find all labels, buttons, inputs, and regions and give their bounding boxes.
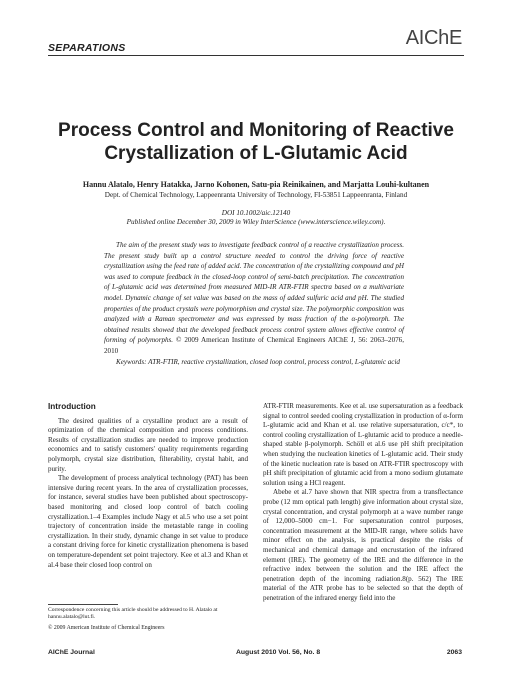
paragraph: The desired qualities of a crystalline product are a result of optimization of the chemical composition and process conditions. Results of crystallization studies are needed to improve production economics and to satisfy customers' quality requirements regarding polymorph, crystal size distribution, filterability, crystal habit, and purity.	[48, 416, 248, 473]
footer-issue: August 2010 Vol. 56, No. 8	[236, 649, 321, 656]
affiliation: Dept. of Chemical Technology, Lappeenranta University of Technology, FI-53851 Lappeenranta, Finland	[104, 191, 408, 199]
journal-logo: AIChE	[405, 27, 462, 49]
footnote-rule	[48, 604, 118, 605]
correspondence-footnote: Correspondence concerning this article should be addressed to H. Alatalo at hannu.alatalo@lut.fi.	[48, 607, 218, 620]
article-title	[48, 119, 464, 165]
page-number: 2063	[446, 649, 462, 656]
left-column	[48, 402, 248, 570]
header-rule	[48, 55, 464, 56]
abstract-copyright: © 2009 American Institute of Chemical Engineers AIChE J, 56: 2063–2076, 2010	[104, 336, 405, 355]
paragraph: ATR-FTIR measurements. Kee et al. use supersaturation as a feedback signal to control seeded cooling crystallization in production of α-form L-glutamic acid and Khan et al. use relative supersaturation, c/c*, to control cooling crystallization of L-glutamic acid to produce a needle-shaped stable β-polymorph. Schöll et al.6 use pH shift precipitation when studying the nucleation kinetics of L-glutamic acid. Their study of the kinetic nucleation rate is based on ATR-FTIR spectroscopy with pH shift precipitation of glutamic acid from a mono sodium glutamate solution using a HCl reagent.	[263, 402, 463, 487]
footer-journal: AIChE Journal	[48, 649, 95, 656]
publication-info: Published online December 30, 2009 in Wiley InterScience (www.interscience.wiley.com).	[126, 218, 386, 226]
abstract	[104, 240, 404, 367]
doi: DOI 10.1002/aic.12140	[221, 209, 291, 217]
keywords: Keywords: ATR-FTIR, reactive crystallization, closed loop control, process control, L-glutamic acid	[116, 357, 400, 366]
title-line-2: Crystallization of L-Glutamic Acid	[104, 143, 408, 164]
author-list: Hannu Alatalo, Henry Hatakka, Jarno Kohonen, Satu-pia Reinikainen, and Marjatta Louhi-kultanen	[82, 180, 430, 189]
section-heading-introduction: Introduction	[48, 402, 96, 411]
section-label: SEPARATIONS	[48, 42, 126, 54]
abstract-text: The aim of the present study was to investigate feedback control of a reactive crystallization process. The present study built up a control structure needed to control the driving force of reactive crystallization using the feed rate of added acid. The concentration of the crystallizing compound and pH was used to compute feedback in the closed-loop control of semi-batch precipitation. The concentration of L-glutamic acid was determined from measured MID-IR ATR-FTIR spectra based on a multivariate model. Dynamic change of set value was based on the mass of added sulfuric acid and pH. The studied properties of the product crystals were polymorphism and crystal size. The polymorphic composition was analyzed with a Raman spectrometer and was expressed by mass fraction of the α-polymorph. The obtained results showed that the developed feedback process control system allows effective control of forming of polymorphs.	[104, 241, 404, 345]
paragraph: Abebe et al.7 have shown that NIR spectra from a transflectance probe (12 mm optical path length) give information about crystal size, crystal concentration, and crystal polymorph at a wave number range of 12,000–5000 cm−1. For supersaturation control purposes, concentration measurement at the MID-IR range, where solids have minor effect on the analysis, is practical despite the risks of mechanical and chemical damage and encrustation of the infrared element (IRE). The geometry of the IRE and the difference in the refractive index between the solution and the IRE affect the penetration depth of the incoming radiation.8(p. 562) The IRE material of the ATR probe has to be selected so that the depth of penetration of the infrared energy field into the	[263, 488, 463, 602]
copyright-notice: © 2009 American Institute of Chemical Engineers	[48, 625, 165, 631]
right-column	[263, 402, 463, 603]
paragraph: The development of process analytical technology (PAT) has been intensive during recent years. In the area of crystallization processes, for instance, several studies have been published about spectroscopy-based monitoring and closed loop control of batch cooling crystallization.1–4 Examples include Nagy et al.5 who use a set point trajectory of concentration inside the metastable range in cooling crystallization. In their study, dynamic change in set value to produce a constant driving force for kinetic crystallization phenomena is based on temperature-dependent set point trajectory. Kee et al.3 and Khan et al.4 base their closed loop control on	[48, 474, 248, 569]
title-line-1: Process Control and Monitoring of Reactive	[58, 120, 454, 141]
